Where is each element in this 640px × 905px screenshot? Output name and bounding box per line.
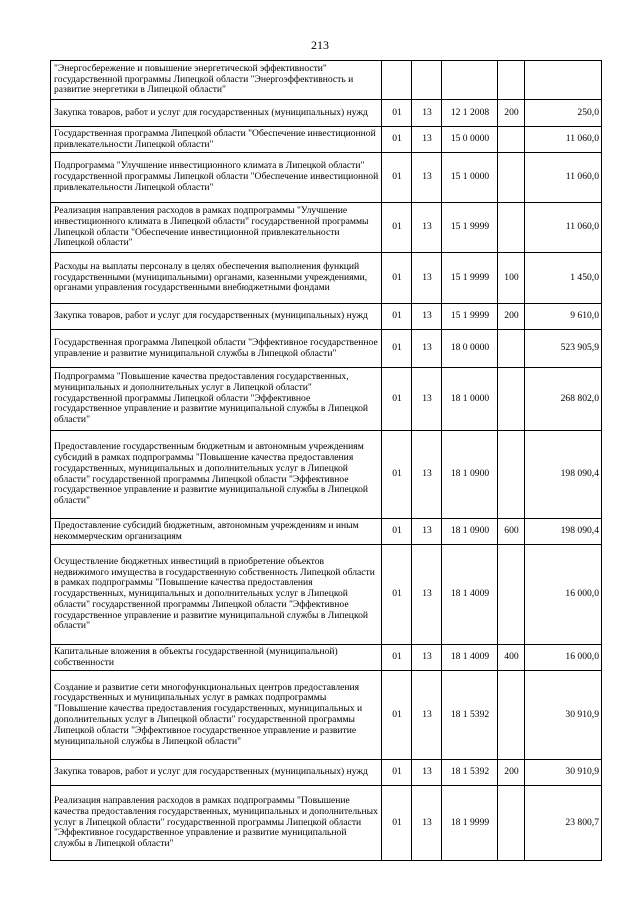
row-target-article-cell: 15 1 0000: [442, 153, 498, 203]
row-target-article-cell: 18 1 4009: [442, 545, 498, 645]
table-row: [51, 786, 602, 861]
row-section-cell: 01: [382, 519, 412, 545]
row-sum-cell: 523 905,9: [525, 330, 602, 368]
row-subsection-cell: 13: [412, 519, 442, 545]
row-target-article-cell: 18 1 5392: [442, 760, 498, 786]
row-expense-type-cell: 200: [498, 100, 525, 127]
row-sum-cell: 198 090,4: [525, 431, 602, 519]
row-expense-type-cell: [498, 330, 525, 368]
budget-table-body: [51, 61, 602, 861]
row-sum-cell: 268 802,0: [525, 368, 602, 431]
row-section-cell: 01: [382, 127, 412, 153]
row-expense-type-cell: [498, 431, 525, 519]
row-expense-type-cell: [498, 153, 525, 203]
row-sum-cell: 11 060,0: [525, 153, 602, 203]
row-sum-cell: [525, 61, 602, 100]
table-row: [51, 760, 602, 786]
row-expense-type-cell: 600: [498, 519, 525, 545]
row-section-cell: 01: [382, 645, 412, 671]
row-subsection-cell: 13: [412, 330, 442, 368]
row-expense-type-cell: [498, 368, 525, 431]
row-name-cell: Предоставление субсидий бюджетным, автономным учреждениям и иным некоммерческим организациям: [51, 519, 382, 545]
row-target-article-cell: 18 1 0900: [442, 431, 498, 519]
row-subsection-cell: 13: [412, 100, 442, 127]
row-target-article-cell: 15 1 9999: [442, 253, 498, 304]
row-subsection-cell: [412, 61, 442, 100]
row-name-cell: Капитальные вложения в объекты государственной (муниципальной) собственности: [51, 645, 382, 671]
table-row: [51, 671, 602, 760]
row-section-cell: 01: [382, 671, 412, 760]
row-subsection-cell: 13: [412, 127, 442, 153]
row-section-cell: 01: [382, 545, 412, 645]
row-name-cell: Реализация направления расходов в рамках подпрограммы "Повышение качества предоставления государственных, муниципальных и дополнительных услуг в Липецкой области" государственной программы Липецкой области "Эффективное государственное управление и развитие муниципальной службы в Липецкой области": [51, 786, 382, 861]
budget-table: [50, 60, 602, 861]
row-expense-type-cell: [498, 671, 525, 760]
table-row: [51, 368, 602, 431]
row-name-cell: Закупка товаров, работ и услуг для государственных (муниципальных) нужд: [51, 100, 382, 127]
table-row: [51, 203, 602, 253]
row-target-article-cell: 15 0 0000: [442, 127, 498, 153]
row-sum-cell: 16 000,0: [525, 645, 602, 671]
row-subsection-cell: 13: [412, 786, 442, 861]
row-target-article-cell: [442, 61, 498, 100]
row-section-cell: 01: [382, 100, 412, 127]
row-subsection-cell: 13: [412, 153, 442, 203]
table-row: [51, 545, 602, 645]
row-sum-cell: 16 000,0: [525, 545, 602, 645]
row-target-article-cell: 15 1 9999: [442, 304, 498, 330]
table-row: [51, 519, 602, 545]
table-row: [51, 330, 602, 368]
row-section-cell: 01: [382, 330, 412, 368]
table-row: [51, 100, 602, 127]
row-section-cell: 01: [382, 304, 412, 330]
row-expense-type-cell: [498, 203, 525, 253]
row-subsection-cell: 13: [412, 368, 442, 431]
row-name-cell: Подпрограмма "Повышение качества предоставления государственных, муниципальных и дополнительных услуг в Липецкой области" государственной программы Липецкой области "Эффективное государственное управление и развитие муниципальной службы в Липецкой области": [51, 368, 382, 431]
row-name-cell: Создание и развитие сети многофункциональных центров предоставления государственных и муниципальных услуг в рамках подпрограммы "Повышение качества предоставления государственных, муниципальных и дополнительных услуг в Липецкой области" государственной программы Липецкой области "Эффективное государственное управление и развитие муниципальной службы в Липецкой области": [51, 671, 382, 760]
row-target-article-cell: 18 1 0900: [442, 519, 498, 545]
row-expense-type-cell: [498, 786, 525, 861]
page-number: 213: [311, 38, 329, 52]
row-sum-cell: 30 910,9: [525, 671, 602, 760]
row-section-cell: 01: [382, 203, 412, 253]
row-expense-type-cell: 200: [498, 304, 525, 330]
table-row: [51, 304, 602, 330]
row-expense-type-cell: [498, 545, 525, 645]
row-name-cell: Закупка товаров, работ и услуг для государственных (муниципальных) нужд: [51, 304, 382, 330]
row-name-cell: "Энергосбережение и повышение энергетической эффективности" государственной программы Липецкой области "Энергоэффективность и развитие энергетики в Липецкой области": [51, 61, 382, 100]
row-sum-cell: 11 060,0: [525, 203, 602, 253]
row-sum-cell: 11 060,0: [525, 127, 602, 153]
table-row: [51, 431, 602, 519]
row-section-cell: 01: [382, 760, 412, 786]
row-target-article-cell: 18 1 0000: [442, 368, 498, 431]
row-subsection-cell: 13: [412, 431, 442, 519]
row-section-cell: 01: [382, 153, 412, 203]
row-expense-type-cell: 200: [498, 760, 525, 786]
row-subsection-cell: 13: [412, 203, 442, 253]
row-name-cell: Осуществление бюджетных инвестиций в приобретение объектов недвижимого имущества в государственную собственность Липецкой области в рамках подпрограммы "Повышение качества предоставления государственных, муниципальных и дополнительных услуг в Липецкой области" государственной программы Липецкой области "Эффективное государственное управление и развитие муниципальной службы в Липецкой области": [51, 545, 382, 645]
table-row: [51, 253, 602, 304]
row-expense-type-cell: [498, 127, 525, 153]
row-target-article-cell: 18 1 9999: [442, 786, 498, 861]
row-target-article-cell: 15 1 9999: [442, 203, 498, 253]
table-row: [51, 127, 602, 153]
row-sum-cell: 198 090,4: [525, 519, 602, 545]
row-section-cell: [382, 61, 412, 100]
row-subsection-cell: 13: [412, 645, 442, 671]
row-name-cell: Подпрограмма "Улучшение инвестиционного климата в Липецкой области" государственной программы Липецкой области "Обеспечение инвестиционной привлекательности Липецкой области": [51, 153, 382, 203]
row-expense-type-cell: 400: [498, 645, 525, 671]
row-subsection-cell: 13: [412, 545, 442, 645]
table-row: [51, 645, 602, 671]
row-subsection-cell: 13: [412, 671, 442, 760]
row-name-cell: Предоставление государственным бюджетным и автономным учреждениям субсидий в рамках подпрограммы "Повышение качества предоставления государственных, муниципальных и дополнительных услуг в Липецкой области" государственной программы Липецкой области "Эффективное государственное управление и развитие муниципальной службы в Липецкой области": [51, 431, 382, 519]
row-name-cell: Реализация направления расходов в рамках подпрограммы "Улучшение инвестиционного климата в Липецкой области" государственной программы Липецкой области "Обеспечение инвестиционной привлекательности Липецкой области": [51, 203, 382, 253]
row-expense-type-cell: 100: [498, 253, 525, 304]
table-row: [51, 153, 602, 203]
row-name-cell: Закупка товаров, работ и услуг для государственных (муниципальных) нужд: [51, 760, 382, 786]
row-section-cell: 01: [382, 368, 412, 431]
row-sum-cell: 23 800,7: [525, 786, 602, 861]
row-sum-cell: 9 610,0: [525, 304, 602, 330]
row-target-article-cell: 12 1 2008: [442, 100, 498, 127]
row-name-cell: Государственная программа Липецкой области "Эффективное государственное управление и развитие муниципальной службы в Липецкой области": [51, 330, 382, 368]
row-sum-cell: 250,0: [525, 100, 602, 127]
row-subsection-cell: 13: [412, 253, 442, 304]
table-row: [51, 61, 602, 100]
row-target-article-cell: 18 1 4009: [442, 645, 498, 671]
row-section-cell: 01: [382, 431, 412, 519]
row-sum-cell: 30 910,9: [525, 760, 602, 786]
row-name-cell: Расходы на выплаты персоналу в целях обеспечения выполнения функций государственными (муниципальными) органами, казенными учреждениями, органами управления государственными внебюджетными фондами: [51, 253, 382, 304]
row-subsection-cell: 13: [412, 760, 442, 786]
row-name-cell: Государственная программа Липецкой области "Обеспечение инвестиционной привлекательности Липецкой области": [51, 127, 382, 153]
row-subsection-cell: 13: [412, 304, 442, 330]
row-expense-type-cell: [498, 61, 525, 100]
row-section-cell: 01: [382, 253, 412, 304]
row-target-article-cell: 18 0 0000: [442, 330, 498, 368]
row-target-article-cell: 18 1 5392: [442, 671, 498, 760]
row-sum-cell: 1 450,0: [525, 253, 602, 304]
row-section-cell: 01: [382, 786, 412, 861]
